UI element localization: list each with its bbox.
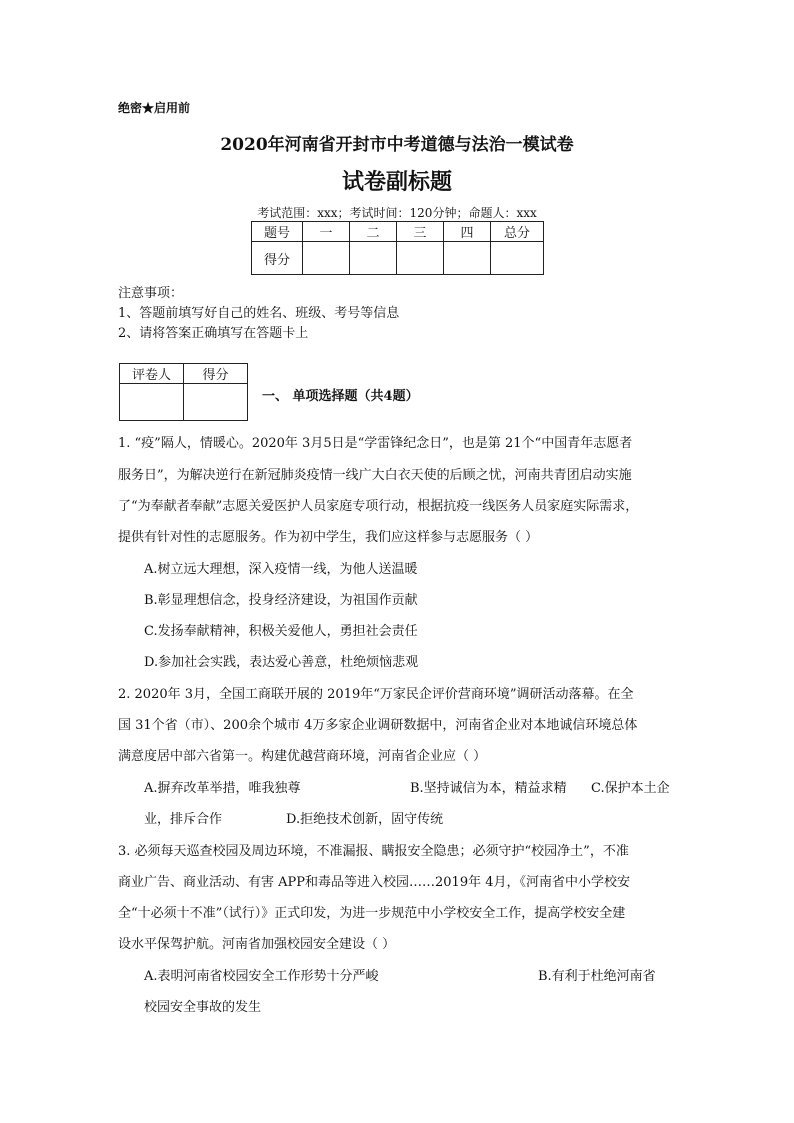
option-d: D.参加社会实践，表达爱心善意，杜绝烦恼悲观 <box>144 655 419 670</box>
score-header: 四 <box>444 222 491 242</box>
option-a: A.表明河南省校园安全工作形势十分严峻 <box>144 969 379 984</box>
score-header: 总分 <box>491 222 544 242</box>
score-row-label: 得分 <box>252 242 303 275</box>
option-a: A.摒弃改革举措，唯我独尊 <box>144 781 301 796</box>
grader-cell <box>120 384 184 421</box>
option-a: A.树立远大理想，深入疫情一线，为他人送温暖 <box>144 562 418 577</box>
question-text-line: 商业广告、商业活动、有害 APP和毒品等进入校园……2019年 4月，《河南省中小学校安 <box>118 875 631 890</box>
exam-title: 2020年河南省开封市中考道德与法治一模试卷 <box>220 135 574 155</box>
grader-cell <box>184 384 248 421</box>
question-text-line: 3. 必须每天巡查校园及周边环境，不准漏报、瞒报安全隐患；必须守护“校园净土”，不准 <box>118 844 629 859</box>
question-text-line: 提供有针对性的志愿服务。作为初中学生，我们应这样参与志愿服务（ ） <box>118 530 539 545</box>
question-text-line: 全“十必须十不准”（试行）》正式印发，为进一步规范中小学校安全工作，提高学校安全建 <box>118 906 626 921</box>
option-c: C.发扬奉献精神，积极关爱他人，勇担社会责任 <box>144 624 418 639</box>
note-item: 2、请将答案正确填写在答题卡上 <box>118 326 309 341</box>
option-b: B.彰显理想信念，投身经济建设，为祖国作贡献 <box>144 593 418 608</box>
note-item: 1、答题前填写好自己的姓名、班级、考号等信息 <box>118 306 400 321</box>
score-header: 二 <box>350 222 397 242</box>
grader-table <box>119 363 248 421</box>
option-d: D.拒绝技术创新，固守传统 <box>286 812 444 827</box>
option-c: C.保护本土企 <box>591 781 670 796</box>
grader-header: 得分 <box>184 364 248 384</box>
option-b: B.坚持诚信为本，精益求精 <box>410 781 567 796</box>
exam-info: 考试范围：xxx；考试时间：120分钟；命题人：xxx <box>257 206 537 220</box>
score-header: 题号 <box>252 222 303 242</box>
notes-heading: 注意事项： <box>118 286 184 301</box>
score-cell <box>491 242 544 275</box>
question-text-line: 设水平保驾护航。河南省加强校园安全建设（ ） <box>118 937 396 952</box>
option-b: B.有利于杜绝河南省 <box>538 969 656 984</box>
score-header: 一 <box>303 222 350 242</box>
question-text-line: 服务日”，为解决逆行在新冠肺炎疫情一线广大白衣天使的后顾之忧，河南共青团启动实施 <box>118 468 632 483</box>
section-title: 一、 单项选择题（共4题） <box>262 389 419 404</box>
question-text-line: 了“为奉献者奉献”志愿关爱医护人员家庭专项行动，根据抗疫一线医务人员家庭实际需求， <box>118 499 639 514</box>
exam-subtitle: 试卷副标题 <box>341 169 452 195</box>
confidential-mark: 绝密★启用前 <box>118 101 191 115</box>
score-header: 三 <box>397 222 444 242</box>
option-b-continued: 校园安全事故的发生 <box>144 1000 262 1015</box>
score-cell <box>444 242 491 275</box>
question-text-line: 1. “疫”隔人，情暖心。2020年 3月5日是“学雷锋纪念日”，也是第 21个“中国青年志愿者 <box>118 436 633 451</box>
option-c-continued: 业，排斥合作 <box>144 812 223 827</box>
question-text-line: 2. 2020年 3月，全国工商联开展的 2019年“万家民企评价营商环境”调研活动落幕。在全 <box>118 687 634 702</box>
score-cell <box>303 242 350 275</box>
grader-header: 评卷人 <box>120 364 184 384</box>
question-text-line: 国 31个省（市）、200余个城市 4万多家企业调研数据中，河南省企业对本地诚信环境总体 <box>118 718 638 733</box>
score-table <box>251 221 544 275</box>
question-text-line: 满意度居中部六省第一。构建优越营商环境，河南省企业应（ ） <box>118 749 487 764</box>
score-cell <box>397 242 444 275</box>
score-cell <box>350 242 397 275</box>
